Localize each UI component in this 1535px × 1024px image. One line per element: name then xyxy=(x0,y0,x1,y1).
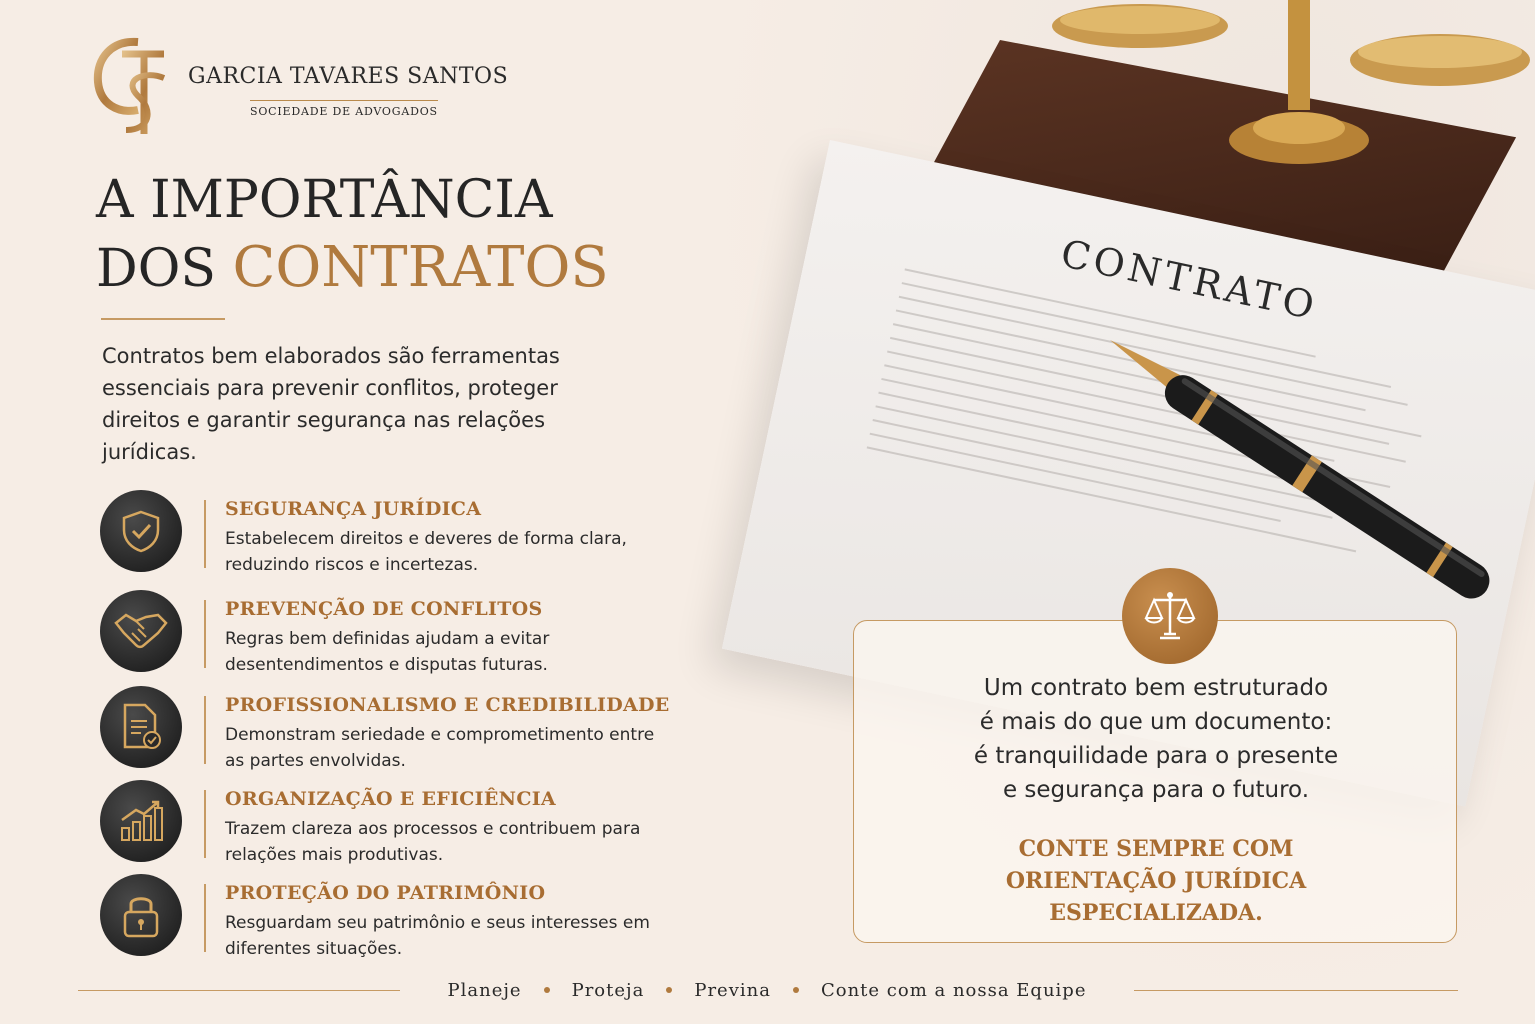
cta-line: CONTE SEMPRE COM xyxy=(1018,836,1294,862)
feature-title: PROTEÇÃO DO PATRIMÔNIO xyxy=(225,882,546,904)
footer-item: Previna xyxy=(694,979,771,1001)
firm-subtitle: SOCIEDADE DE ADVOGADOS xyxy=(250,100,438,118)
feature-item xyxy=(100,490,660,580)
scales-of-justice-icon xyxy=(1122,568,1218,664)
padlock-icon xyxy=(100,874,182,956)
feature-title: SEGURANÇA JURÍDICA xyxy=(225,498,482,520)
feature-divider xyxy=(204,500,206,568)
feature-title: ORGANIZAÇÃO E EFICIÊNCIA xyxy=(225,788,556,810)
bullet-dot-icon xyxy=(666,987,672,993)
footer-line-left xyxy=(78,990,400,991)
quote-text xyxy=(854,671,1458,807)
feature-divider xyxy=(204,600,206,668)
intro-paragraph: Contratos bem elaborados são ferramentas essenciais para prevenir conflitos, proteger direitos e garantir segurança nas relações jurídicas. xyxy=(102,344,560,464)
feature-item xyxy=(100,590,660,680)
title-prefix: DOS xyxy=(96,239,233,299)
gts-monogram-icon xyxy=(92,34,172,138)
growth-chart-icon xyxy=(100,780,182,862)
footer-item: Proteja xyxy=(571,979,645,1001)
bullet-dot-icon xyxy=(544,987,550,993)
feature-divider xyxy=(204,696,206,764)
feature-desc: Resguardam seu patrimônio e seus interesses em diferentes situações. xyxy=(225,913,650,959)
title-line-1: A IMPORTÂNCIA xyxy=(96,170,553,230)
quote-box xyxy=(853,620,1457,943)
feature-title: PROFISSIONALISMO E CREDIBILIDADE xyxy=(225,694,670,716)
quote-line: e segurança para o futuro. xyxy=(1002,777,1310,803)
quote-line: é mais do que um documento: xyxy=(979,709,1333,735)
title-line-2 xyxy=(96,234,609,303)
document-check-icon xyxy=(100,686,182,768)
feature-desc: Trazem clareza aos processos e contribuem para relações mais produtivas. xyxy=(225,819,641,865)
footer-item: Planeje xyxy=(447,979,522,1001)
feature-item xyxy=(100,686,670,776)
bullet-dot-icon xyxy=(793,987,799,993)
scales-of-justice-photo xyxy=(1050,0,1535,170)
title-divider xyxy=(101,318,225,320)
feature-desc: Regras bem definidas ajudam a evitar desentendimentos e disputas futuras. xyxy=(225,629,550,675)
footer-tagline xyxy=(0,975,1535,1005)
quote-line: Um contrato bem estruturado xyxy=(983,675,1329,701)
title-accent: CONTRATOS xyxy=(232,235,609,300)
call-to-action xyxy=(854,833,1458,929)
feature-item xyxy=(100,874,660,964)
feature-desc: Estabelecem direitos e deveres de forma clara, reduzindo riscos e incertezas. xyxy=(225,529,627,575)
quote-line: é tranquilidade para o presente xyxy=(973,743,1339,769)
contract-paper-title: CONTRATO xyxy=(1057,231,1322,329)
handshake-icon xyxy=(100,590,182,672)
feature-desc: Demonstram seriedade e comprometimento entre as partes envolvidas. xyxy=(225,725,655,771)
feature-item xyxy=(100,780,660,870)
footer-items xyxy=(410,975,1124,1005)
feature-divider xyxy=(204,790,206,858)
cta-line: ORIENTAÇÃO JURÍDICA xyxy=(1005,868,1307,894)
firm-name: GARCIA TAVARES SANTOS xyxy=(188,64,509,89)
feature-title: PREVENÇÃO DE CONFLITOS xyxy=(225,598,543,620)
footer-line-right xyxy=(1134,990,1458,991)
cta-line: ESPECIALIZADA. xyxy=(1049,900,1263,926)
feature-divider xyxy=(204,884,206,952)
page-title xyxy=(96,166,609,303)
footer-item: Conte com a nossa Equipe xyxy=(820,979,1087,1001)
shield-check-icon xyxy=(100,490,182,572)
